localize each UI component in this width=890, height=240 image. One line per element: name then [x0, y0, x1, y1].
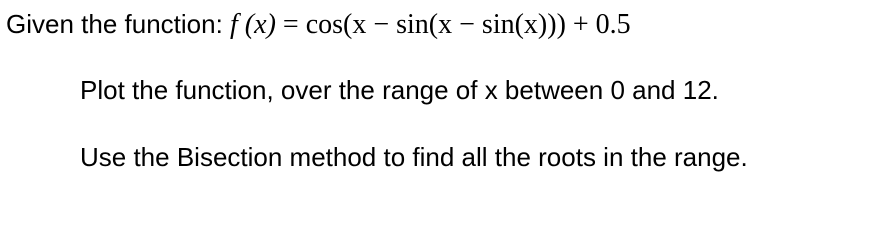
task-bisection: Use the Bisection method to find all the roots in the range. [80, 142, 748, 172]
function-formula [230, 9, 631, 40]
intro-label: Given the function: [6, 9, 231, 39]
given-function-line [6, 8, 631, 41]
formula-lhs: f (x) [230, 9, 276, 40]
task-plot: Plot the function, over the range of x between 0 and 12. [80, 75, 719, 105]
formula-equals: = [275, 9, 306, 40]
formula-rhs: cos(x − sin(x − sin(x))) + 0.5 [305, 9, 631, 40]
